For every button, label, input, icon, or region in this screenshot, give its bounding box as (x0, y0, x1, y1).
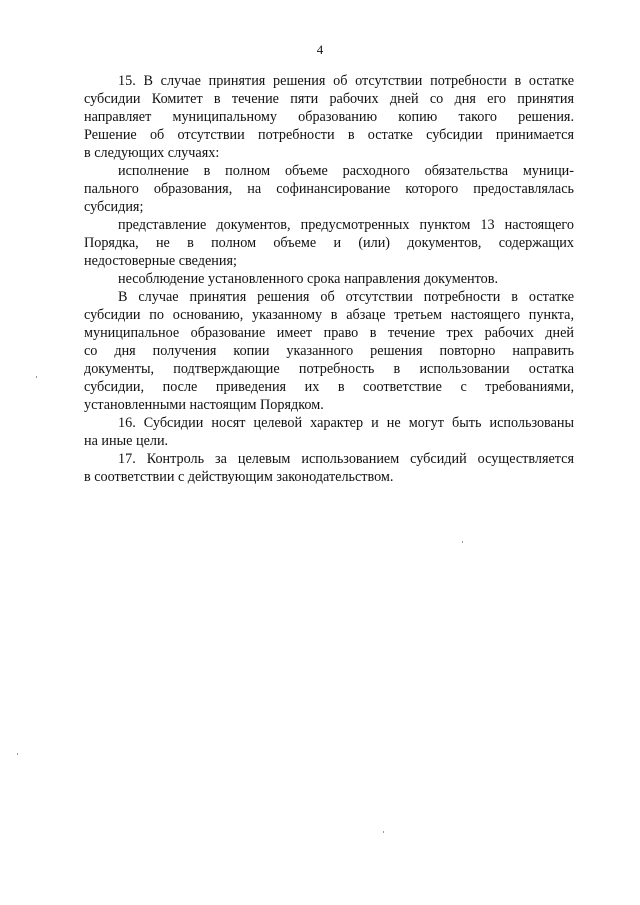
case-1-line-1: исполнение в полном объеме расходного обязательства муници- (118, 163, 574, 179)
scan-speck (462, 541, 463, 543)
paragraph-15-line-2: субсидии Комитет в течение пяти рабочих дней со дня его принятия (84, 91, 574, 107)
case-2-line-2: Порядка, не в полном объеме и (или) документов, содержащих (84, 235, 574, 251)
case-1-line-3: субсидия; (84, 199, 144, 215)
resubmission-line-1: В случае принятия решения об отсутствии потребности в остатке (118, 289, 574, 305)
resubmission-line-4: со дня получения копии указанного решения повторно направить (84, 343, 574, 359)
paragraph-16-line-1: 16. Субсидии носят целевой характер и не могут быть использованы (118, 415, 574, 431)
paragraph-15-line-5: в следующих случаях: (84, 145, 220, 161)
case-2-line-1: представление документов, предусмотренных пунктом 13 настоящего (118, 217, 574, 233)
scan-speck (383, 831, 384, 833)
scan-speck (36, 376, 37, 378)
resubmission-line-5: документы, подтверждающие потребность в использовании остатка (84, 361, 574, 377)
paragraph-17-line-2: в соответствии с действующим законодательством. (84, 469, 394, 485)
paragraph-15-line-1: 15. В случае принятия решения об отсутствии потребности в остатке (118, 73, 574, 89)
resubmission-line-3: муниципальное образование имеет право в течение трех рабочих дней (84, 325, 574, 341)
paragraph-15-line-4: Решение об отсутствии потребности в остатке субсидии принимается (84, 127, 574, 143)
case-2-line-3: недостоверные сведения; (84, 253, 237, 269)
resubmission-line-6: субсидии, после приведения их в соответствие с требованиями, (84, 379, 574, 395)
document-body (84, 72, 574, 486)
scan-speck (17, 753, 18, 755)
resubmission-line-2: субсидии по основанию, указанному в абзаце третьем настоящего пункта, (84, 307, 574, 323)
paragraph-15-line-3: направляет муниципальному образованию копию такого решения. (84, 109, 574, 125)
resubmission-line-7: установленными настоящим Порядком. (84, 397, 324, 413)
page-number: 4 (316, 42, 324, 57)
paragraph-16-line-2: на иные цели. (84, 433, 169, 449)
case-1-line-2: пального образования, на софинансирование которого предоставлялась (84, 181, 574, 197)
paragraph-17-line-1: 17. Контроль за целевым использованием субсидий осуществляется (118, 451, 574, 467)
case-3-line-1: несоблюдение установленного срока направления документов. (118, 271, 498, 287)
